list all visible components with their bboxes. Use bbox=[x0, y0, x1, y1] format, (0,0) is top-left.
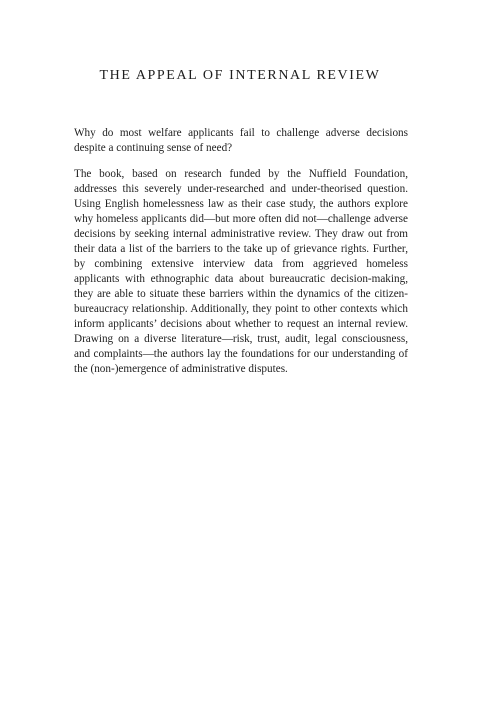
page-title: THE APPEAL OF INTERNAL REVIEW bbox=[99, 68, 381, 83]
paragraph-description: The book, based on research funded by the Nuffield Foundation, addresses this severely under-researched and under-theorised question. Using English homelessness law as their case study, the authors explore why homeless applicants did—but more often did not—challenge adverse decisions by seeking internal administrative review. They draw out from their data a list of the barriers to the take up of grievance rights. Further, by combining extensive interview data from aggrieved homeless applicants with ethnographic data about bureaucratic decision-making, they are able to situate these barriers within the dynamics of the citizen-bureaucracy relationship. Additionally, they point to other contexts which inform applicants’ decisions about whether to request an internal review. Drawing on a diverse literature—risk, trust, audit, legal consciousness, and complaints—the authors lay the foundations for our understanding of the (non-)emergence of administrative disputes. bbox=[74, 168, 408, 375]
blurb-text bbox=[74, 126, 408, 388]
paragraph-question: Why do most welfare applicants fail to challenge adverse decisions despite a continuing sense of need? bbox=[74, 127, 408, 154]
